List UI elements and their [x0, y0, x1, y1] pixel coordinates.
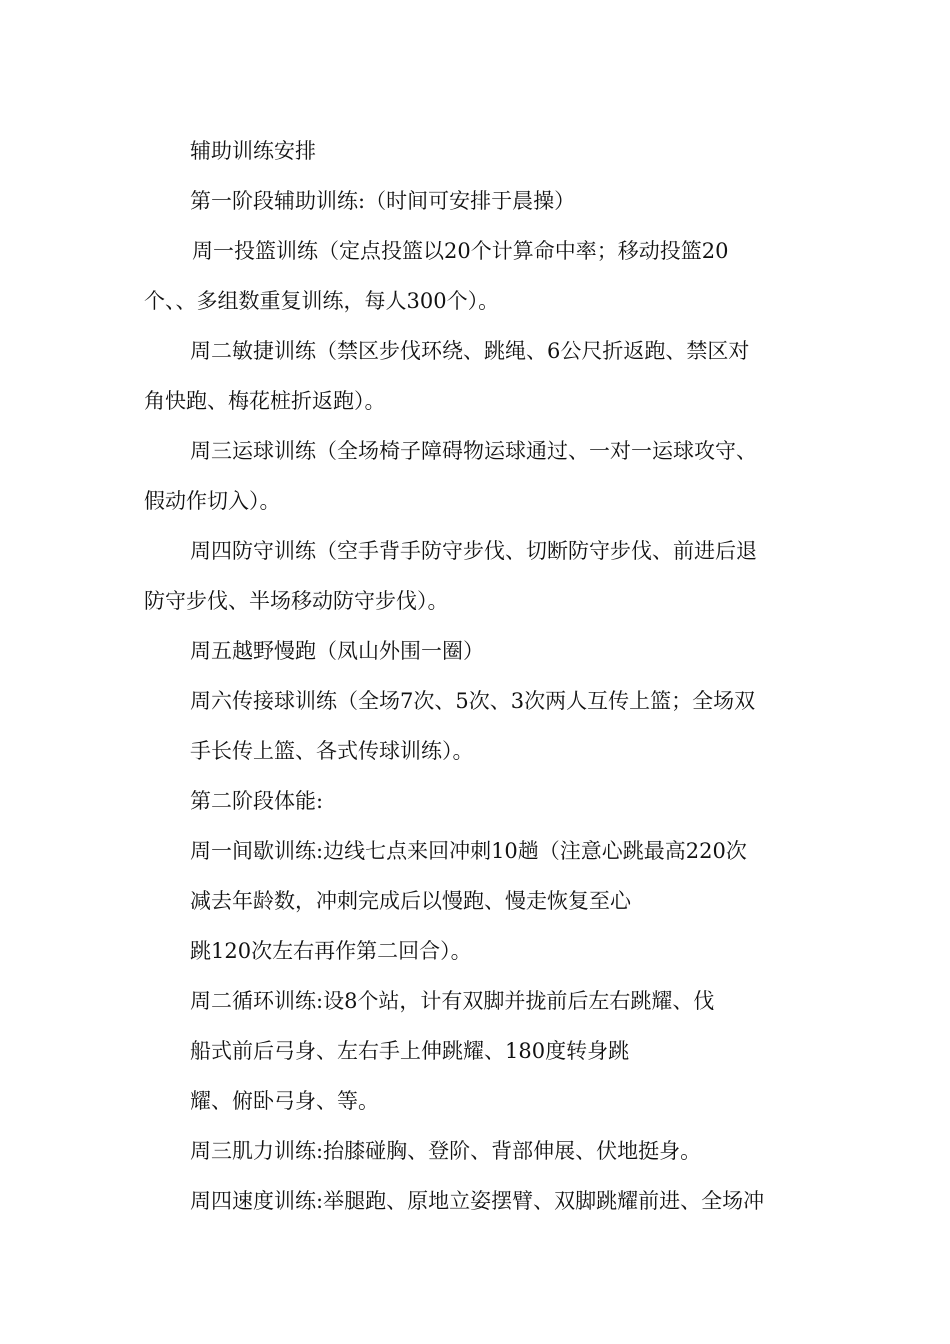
paragraph-line: 耀、俯卧弓身、等。 — [190, 1089, 379, 1113]
stage-two-heading: 第二阶段体能: — [190, 789, 324, 813]
paragraph-line: 个、、多组数重复训练，每人300个）。 — [144, 289, 500, 313]
paragraph-line: 周三肌力训练:抬膝碰胸、登阶、背部伸展、伏地挺身。 — [190, 1139, 702, 1163]
paragraph-line: 周四速度训练:举腿跑、原地立姿摆臂、双脚跳耀前进、全场冲 — [190, 1189, 765, 1213]
paragraph-line: 周四防守训练（空手背手防守步伐、切断防守步伐、前进后退 — [190, 539, 757, 563]
paragraph-line: 周一间歇训练:边线七点来回冲刺10趟（注意心跳最高220次 — [190, 839, 747, 863]
paragraph-line: 周二敏捷训练（禁区步伐环绕、跳绳、6公尺折返跑、禁区对 — [190, 339, 750, 363]
stage-one-heading: 第一阶段辅助训练:（时间可安排于晨操） — [190, 189, 576, 213]
paragraph-line: 假动作切入）。 — [144, 489, 281, 513]
paragraph-line: 跳120次左右再作第二回合）。 — [190, 939, 472, 963]
paragraph-line: 周五越野慢跑（凤山外围一圈） — [190, 639, 484, 663]
paragraph-line: 防守步伐、半场移动防守步伐）。 — [144, 589, 449, 613]
paragraph-line: 周一投篮训练（定点投篮以20个计算命中率；移动投篮20 — [192, 239, 729, 263]
paragraph-line: 手长传上篮、各式传球训练）。 — [190, 739, 474, 763]
paragraph-line: 角快跑、梅花桩折返跑）。 — [144, 389, 386, 413]
paragraph-line: 周六传接球训练（全场7次、5次、3次两人互传上篮；全场双 — [190, 689, 756, 713]
paragraph-line: 减去年龄数，冲刺完成后以慢跑、慢走恢复至心 — [190, 889, 631, 913]
paragraph-line: 周二循环训练:设8个站，计有双脚并拢前后左右跳耀、伐 — [190, 989, 715, 1013]
paragraph-line: 船式前后弓身、左右手上伸跳耀、180度转身跳 — [190, 1039, 630, 1063]
section-heading: 辅助训练安排 — [190, 139, 316, 163]
paragraph-line: 周三运球训练（全场椅子障碍物运球通过、一对一运球攻守、 — [190, 439, 757, 463]
